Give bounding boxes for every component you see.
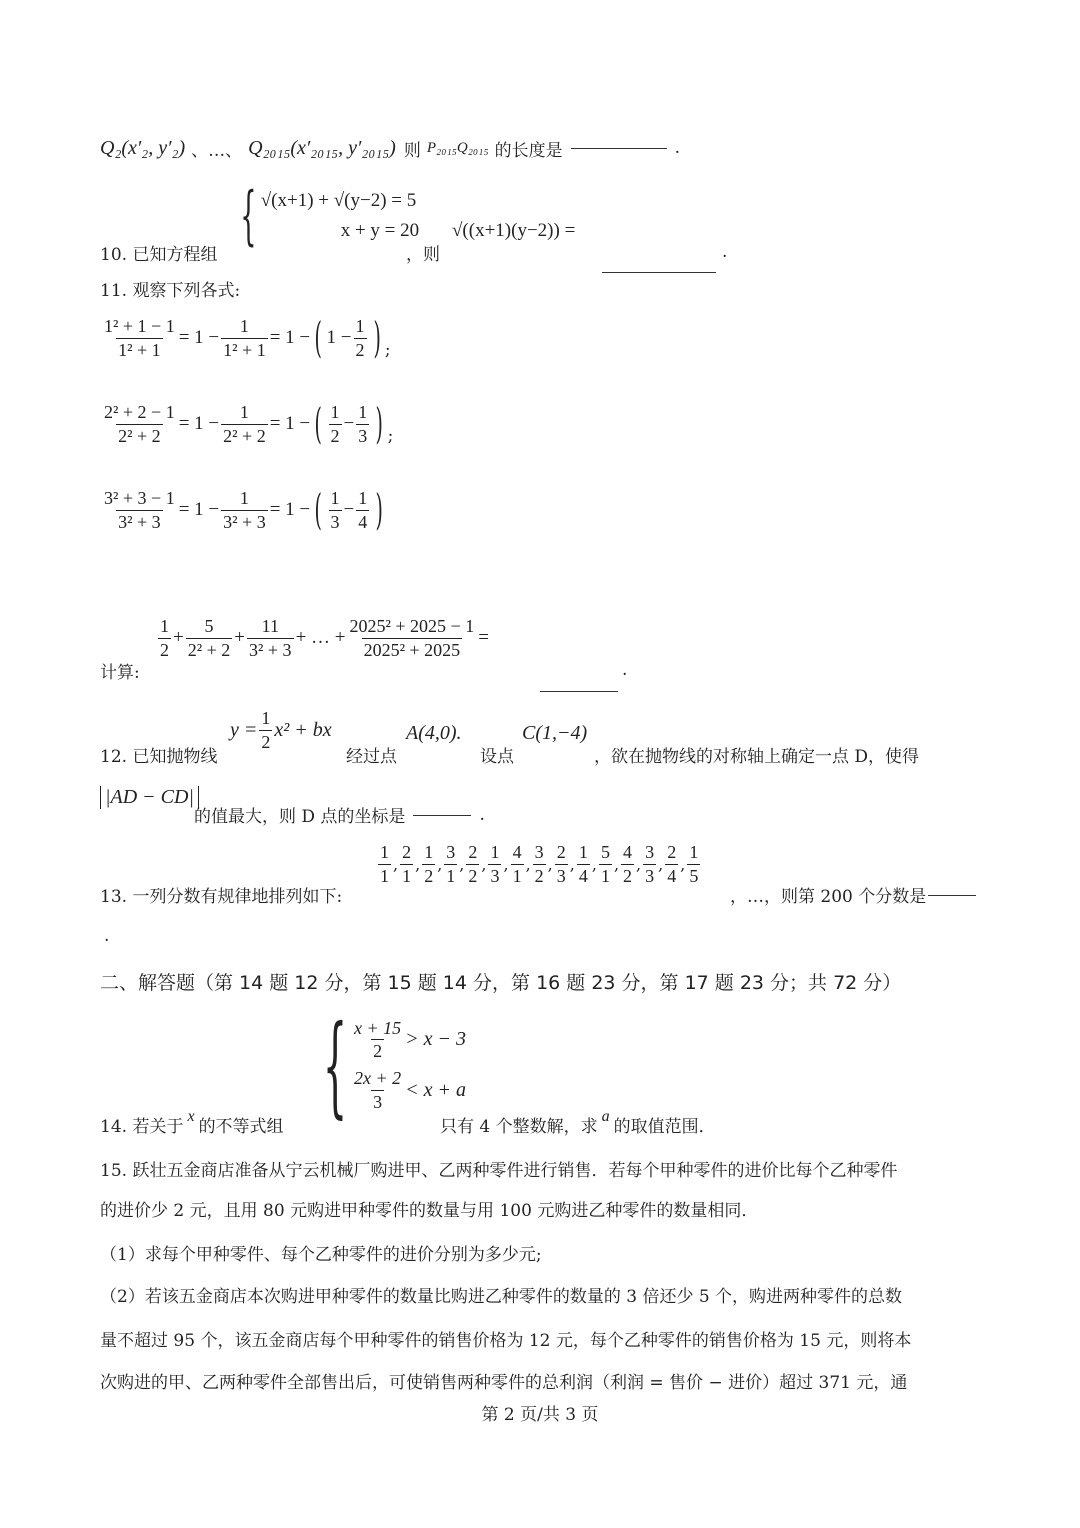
q11-l2-mid: $\frac{1}{\text{2² + 2}}$ — [223, 402, 266, 446]
q11-l3-mid: $\frac{1}{\text{3² + 3}}$ — [223, 488, 266, 532]
q9-sep: 、…、 — [191, 140, 243, 161]
brace-icon: { — [322, 1001, 348, 1129]
q10-prefix: 10. 已知方程组 — [100, 245, 218, 265]
q14-system: { $\frac{x + 15}{2}$ > x − 3 $\frac{2x + 2}{3}$ < x + a — [322, 1001, 467, 1129]
q13-tail: ，…，则第 200 个分数是 — [730, 882, 976, 907]
q11-calc-end: . — [622, 660, 628, 680]
q12-text1: ，欲在抛物线的对称轴上确定一点 D，使得 — [594, 747, 920, 767]
q13-prefix: 13. 一列分数有规律地排列如下: — [100, 887, 343, 907]
q9-answer-blank[interactable] — [571, 147, 667, 149]
q10-answer-blank[interactable] — [602, 258, 716, 277]
q12-set: 设点 — [480, 747, 514, 767]
q15-part-2-line-3: 次购进的甲、乙两种零件全部售出后，可使销售两种零件的总利润（利润 = 售价 − 进价）超过 371 元，通 — [100, 1373, 908, 1393]
q15-line-1: 15. 跃壮五金商店准备从宁云机械厂购进甲、乙两种零件进行销售．若每个甲种零件的进价比每个乙种零件 — [100, 1161, 898, 1181]
q11-calc-label: 计算: — [100, 663, 140, 683]
q11-line-2: $\frac{\text{2² + 2 − 1}}{\text{2² + 2}}$ = 1 − $\frac{1}{\text{2² + 2}}$ = 1 − ( $\frac{1}{2}$ − $\frac{1}{3}$ ) ; — [104, 399, 394, 449]
pq-segment: P₂₀₁₅Q₂₀₁₅ — [426, 139, 489, 156]
q15-line-2: 的进价少 2 元，且用 80 元购进甲种零件的数量与用 100 元购进乙种零件的数量相同． — [100, 1201, 759, 1221]
q14-stem2: 只有 4 个整数解，求 a 的取值范围． — [440, 1107, 716, 1137]
q11-calc-expr: $\frac{1}{2}$ + $\frac{5}{\text{2² + 2}}$ + $\frac{11}{\text{3² + 3}}$ + … + $\frac{\text{2025² + 2025 − 1}}{\text{2025² + 2025}}$ = — [160, 616, 489, 660]
q12-point-c: C(1,−4) — [522, 722, 588, 744]
section-2-title: 二、解答题（第 14 题 12 分，第 15 题 14 分，第 16 题 23 分，第 17 题 23 分；共 72 分） — [100, 972, 902, 994]
q12-parabola: y = $\frac{1}{2}$ x² + bx — [230, 708, 332, 752]
q11-prefix: 11. 观察下列各式: — [100, 281, 241, 301]
q13-end: . — [104, 926, 110, 946]
q10-eq1: √(x+1) + √(y−2) = 5 — [260, 190, 417, 211]
q12-point-a: A(4,0). — [406, 722, 462, 744]
q13-answer-blank[interactable] — [928, 894, 976, 896]
q14-stem: 14. 若关于 x 的不等式组 — [100, 1107, 284, 1137]
q15-part-2-line-2: 量不超过 95 个，该五金商店每个甲种零件的销售价格为 12 元，每个乙种零件的销售价格为 15 元，则将本 — [100, 1331, 912, 1351]
q9-then: 则 — [403, 140, 421, 161]
q9-end: . — [674, 138, 680, 158]
q15-part-2-line-1: （2）若该五金商店本次购进甲种零件的数量比购进乙种零件的数量的 3 倍还少 5 个，购进两种零件的总数 — [100, 1287, 903, 1307]
q10-end: . — [722, 242, 728, 262]
q9-tail — [100, 128, 680, 168]
q11-l1-mid: $\frac{1}{\text{1² + 1}}$ — [223, 316, 266, 360]
brace-icon: { — [240, 179, 257, 253]
q10-then: ，则 — [406, 245, 440, 265]
q11-l3-lhs: $\frac{\text{3² + 3 − 1}}{\text{3² + 3}}$ — [104, 488, 175, 532]
q2-point: Q₂(x′₂, y′₂) — [100, 136, 186, 159]
q15-part-1: （1）求每个甲种零件、每个乙种零件的进价分别为多少元; — [100, 1245, 542, 1265]
q12-prefix: 12. 已知抛物线 — [100, 747, 218, 767]
q11-l1-lhs: $\frac{\text{1² + 1 − 1}}{\text{1² + 1}}$ — [104, 316, 175, 360]
q12-abs: |AD − CD| — [100, 786, 199, 809]
q12-answer-blank[interactable] — [413, 814, 471, 816]
q10-system — [228, 179, 420, 253]
q9-text: 的长度是 — [494, 140, 563, 161]
page-footer: 第 2 页/共 3 页 — [481, 1405, 599, 1425]
q12-line2: 的值最大，则 D 点的坐标是 . — [194, 804, 485, 827]
q11-answer-blank[interactable] — [540, 677, 618, 696]
q11-line-3: $\frac{\text{3² + 3 − 1}}{\text{3² + 3}}$ = 1 − $\frac{1}{\text{3² + 3}}$ = 1 − ( $\frac{1}{3}$ − $\frac{1}{4}$ ) — [104, 485, 384, 535]
q12-passes: 经过点 — [346, 747, 397, 767]
q10-eq2: x + y = 20 — [340, 220, 420, 241]
q11-l2-lhs: $\frac{\text{2² + 2 − 1}}{\text{2² + 2}}$ — [104, 402, 175, 446]
q13-sequence: $\frac{1}{1}$ , $\frac{2}{1}$ , $\frac{1}{2}$ , $\frac{3}{1}$ , $\frac{2}{2}$ , $\frac{1}{3}$ , $\frac{4}{1}$ , $\frac{3}{2}$ , $\frac{2}{3}$ , $\frac{1}{4}$ , $\frac{5}{1}$ , $\frac{4}{2}$ , $\frac{3}{3}$ , $\frac{2}{4}$ , $\frac{1}{5}$ — [380, 842, 699, 886]
q2015-point: Q₂₀₁₅(x′₂₀₁₅, y′₂₀₁₅) — [248, 136, 396, 159]
q10-expr: √((x+1)(y−2)) = — [452, 220, 576, 241]
q11-line-1: $\frac{\text{1² + 1 − 1}}{\text{1² + 1}}$ = 1 − $\frac{1}{\text{1² + 1}}$ = 1 − ( 1 − $\frac{1}{2}$ ) ; — [104, 313, 391, 363]
